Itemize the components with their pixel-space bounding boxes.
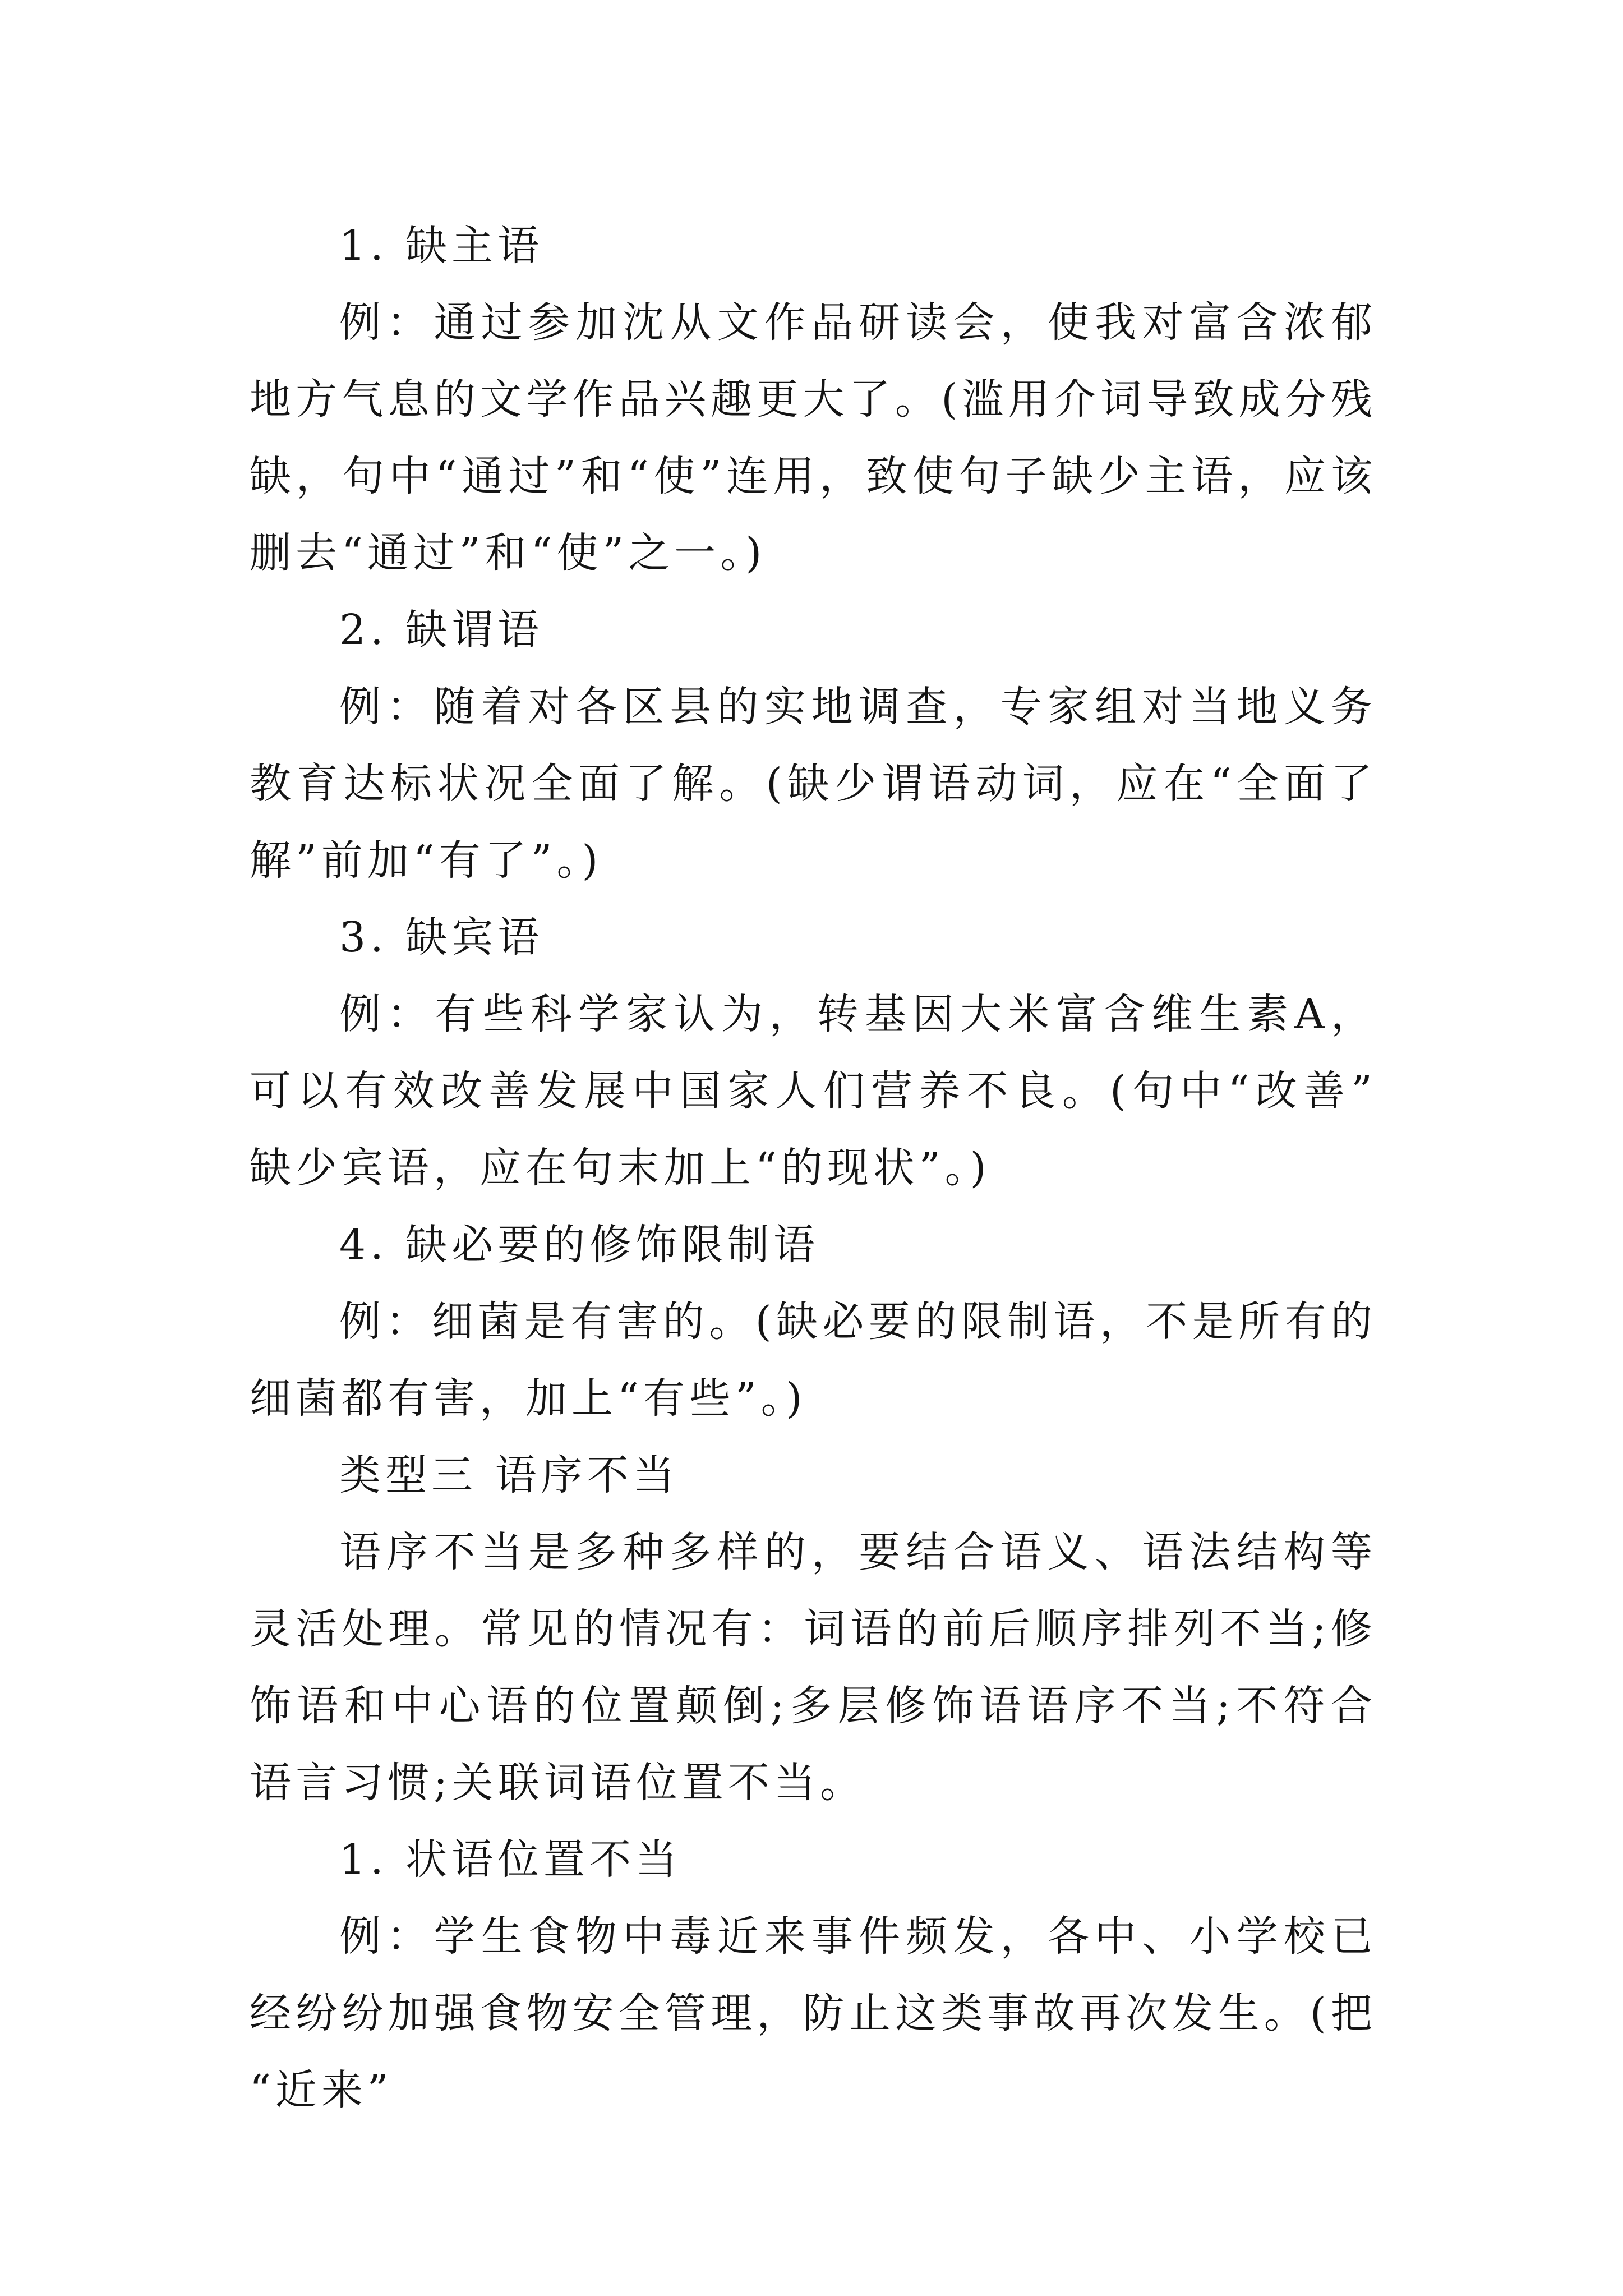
section-heading-adverbial-position: 1. 状语位置不当 <box>339 1835 682 1884</box>
example-paragraph-missing-subject: 例：通过参加沈从文作品研读会，使我对富含浓郁地方气息的文学作品兴趣更大了。(滥用介词导致成分残缺，句中“通过”和“使”连用，致使句子缺少主语，应该删去“通过”和“使”之一。) <box>250 298 1377 577</box>
section-heading-missing-subject: 1. 缺主语 <box>339 222 544 270</box>
section-heading-word-order: 类型三 语序不当 <box>339 1451 679 1499</box>
description-paragraph-word-order: 语序不当是多种多样的，要结合语义、语法结构等灵活处理。常见的情况有：词语的前后顺序排列不当;修饰语和中心语的位置颠倒;多层修饰语语序不当;不符合语言习惯;关联词语位置不当。 <box>250 1528 1377 1807</box>
section-heading-missing-modifier: 4. 缺必要的修饰限制语 <box>339 1221 820 1269</box>
section-heading-missing-predicate: 2. 缺谓语 <box>339 606 544 654</box>
example-paragraph-missing-object: 例：有些科学家认为，转基因大米富含维生素A，可以有效改善发展中国家人们营养不良。(句中“改善”缺少宾语，应在句末加上“的现状”。) <box>250 990 1377 1192</box>
example-paragraph-missing-modifier: 例：细菌是有害的。(缺必要的限制语，不是所有的细菌都有害，加上“有些”。) <box>250 1297 1377 1423</box>
section-heading-missing-object: 3. 缺宾语 <box>339 913 544 961</box>
document-body <box>250 208 1377 2129</box>
example-paragraph-missing-predicate: 例：随着对各区县的实地调查，专家组对当地义务教育达标状况全面了解。(缺少谓语动词，应在“全面了解”前加“有了”。) <box>250 683 1377 885</box>
example-paragraph-adverbial-position: 例：学生食物中毒近来事件频发，各中、小学校已经纷纷加强食物安全管理，防止这类事故再次发生。(把“近来” <box>250 1912 1377 2114</box>
